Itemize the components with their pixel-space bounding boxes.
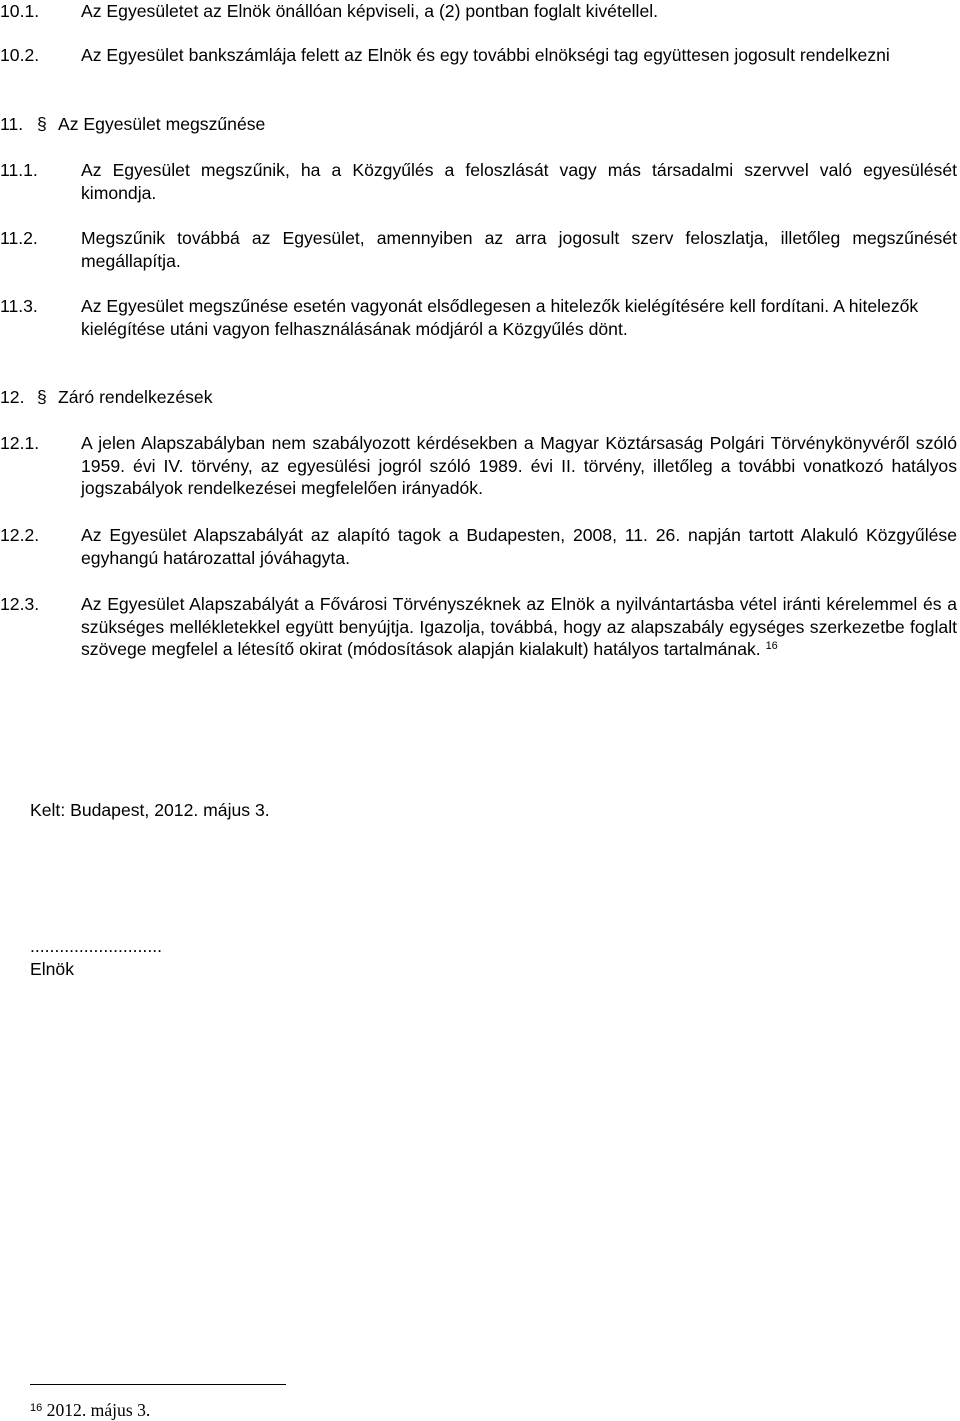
signature-title: Elnök (30, 959, 75, 979)
clause-number: 10.1. (0, 1, 40, 21)
footnote-text: 2012. május 3. (46, 1400, 151, 1420)
clause-text: Az Egyesület Alapszabályát az alapító tagok a Budapesten, 2008, 11. 26. napján tartott Alakuló Közgyűlése egyhangú határozattal jóváhagyta. (81, 525, 957, 568)
section-heading-12 (0, 386, 937, 409)
clause-text: Az Egyesületet az Elnök önállóan képviseli, a (2) pontban foglalt kivétellel. (81, 1, 659, 21)
clause-12-3 (0, 593, 957, 661)
clause-number: 11.3. (0, 296, 38, 316)
clause-number: 12.2. (0, 525, 40, 545)
section-number: 12. (0, 387, 25, 407)
footnote (30, 1400, 150, 1420)
clause-11-2 (0, 227, 957, 272)
clause-10-1 (0, 0, 957, 23)
clause-10-2 (0, 44, 957, 67)
clause-number: 11.2. (0, 228, 38, 248)
clause-12-1 (0, 432, 957, 500)
clause-number: 12.1. (0, 433, 40, 453)
clause-11-1 (0, 159, 957, 204)
clause-number: 11.1. (0, 160, 38, 180)
clause-text: A jelen Alapszabályban nem szabályozott kérdésekben a Magyar Köztársaság Polgári Törvénykönyvéről szóló 1959. évi IV. törvény, az egyesülési jogról szóló 1989. évi II. törvény, illetőleg a további vonatkozó hatályos jogszabályok rendelkezései megfelelően irányadók. (81, 433, 957, 498)
clause-text: Az Egyesület megszűnése esetén vagyonát elsődlegesen a hitelezők kielégítésére kell fordítani. A hitelezők kielégítése utáni vagyon felhasználásának módjáról a Közgyűlés dönt. (81, 296, 919, 339)
section-symbol: § (37, 114, 47, 134)
section-heading-11 (0, 113, 937, 136)
section-title: Záró rendelkezések (58, 387, 213, 407)
clause-text: Az Egyesület bankszámlája felett az Elnök és egy további elnökségi tag együttesen jogosult rendelkezni (81, 45, 890, 65)
footnote-separator (30, 1384, 286, 1385)
footnote-mark: 16 (30, 1402, 43, 1414)
clause-12-2 (0, 524, 957, 569)
dated-line: Kelt: Budapest, 2012. május 3. (30, 800, 270, 820)
clause-text: Megszűnik továbbá az Egyesület, amennyiben az arra jogosult szerv feloszlatja, illetőleg megszűnését megállapítja. (81, 228, 957, 271)
section-symbol: § (37, 387, 47, 407)
footnote-reference[interactable]: 16 (765, 640, 778, 652)
clause-11-3 (0, 295, 957, 340)
clause-text: Az Egyesület megszűnik, ha a Közgyűlés a feloszlását vagy más társadalmi szervvel való egyesülését kimondja. (81, 160, 957, 203)
section-title: Az Egyesület megszűnése (58, 114, 266, 134)
signature-dots: ........................... (30, 936, 162, 956)
clause-number: 10.2. (0, 45, 40, 65)
section-number: 11. (0, 114, 24, 134)
clause-number: 12.3. (0, 594, 40, 614)
clause-text: Az Egyesület Alapszabályát a Fővárosi Törvényszéknek az Elnök a nyilvántartásba vétel iránti kérelemmel és a szükséges mellékletekkel együtt benyújtja. Igazolja, továbbá, hogy az alapszabály egységes szerkezetbe foglalt szövege megfelel a létesítő okirat (módosítások alapján kialakult) hatályos tartalmának. (81, 594, 957, 659)
